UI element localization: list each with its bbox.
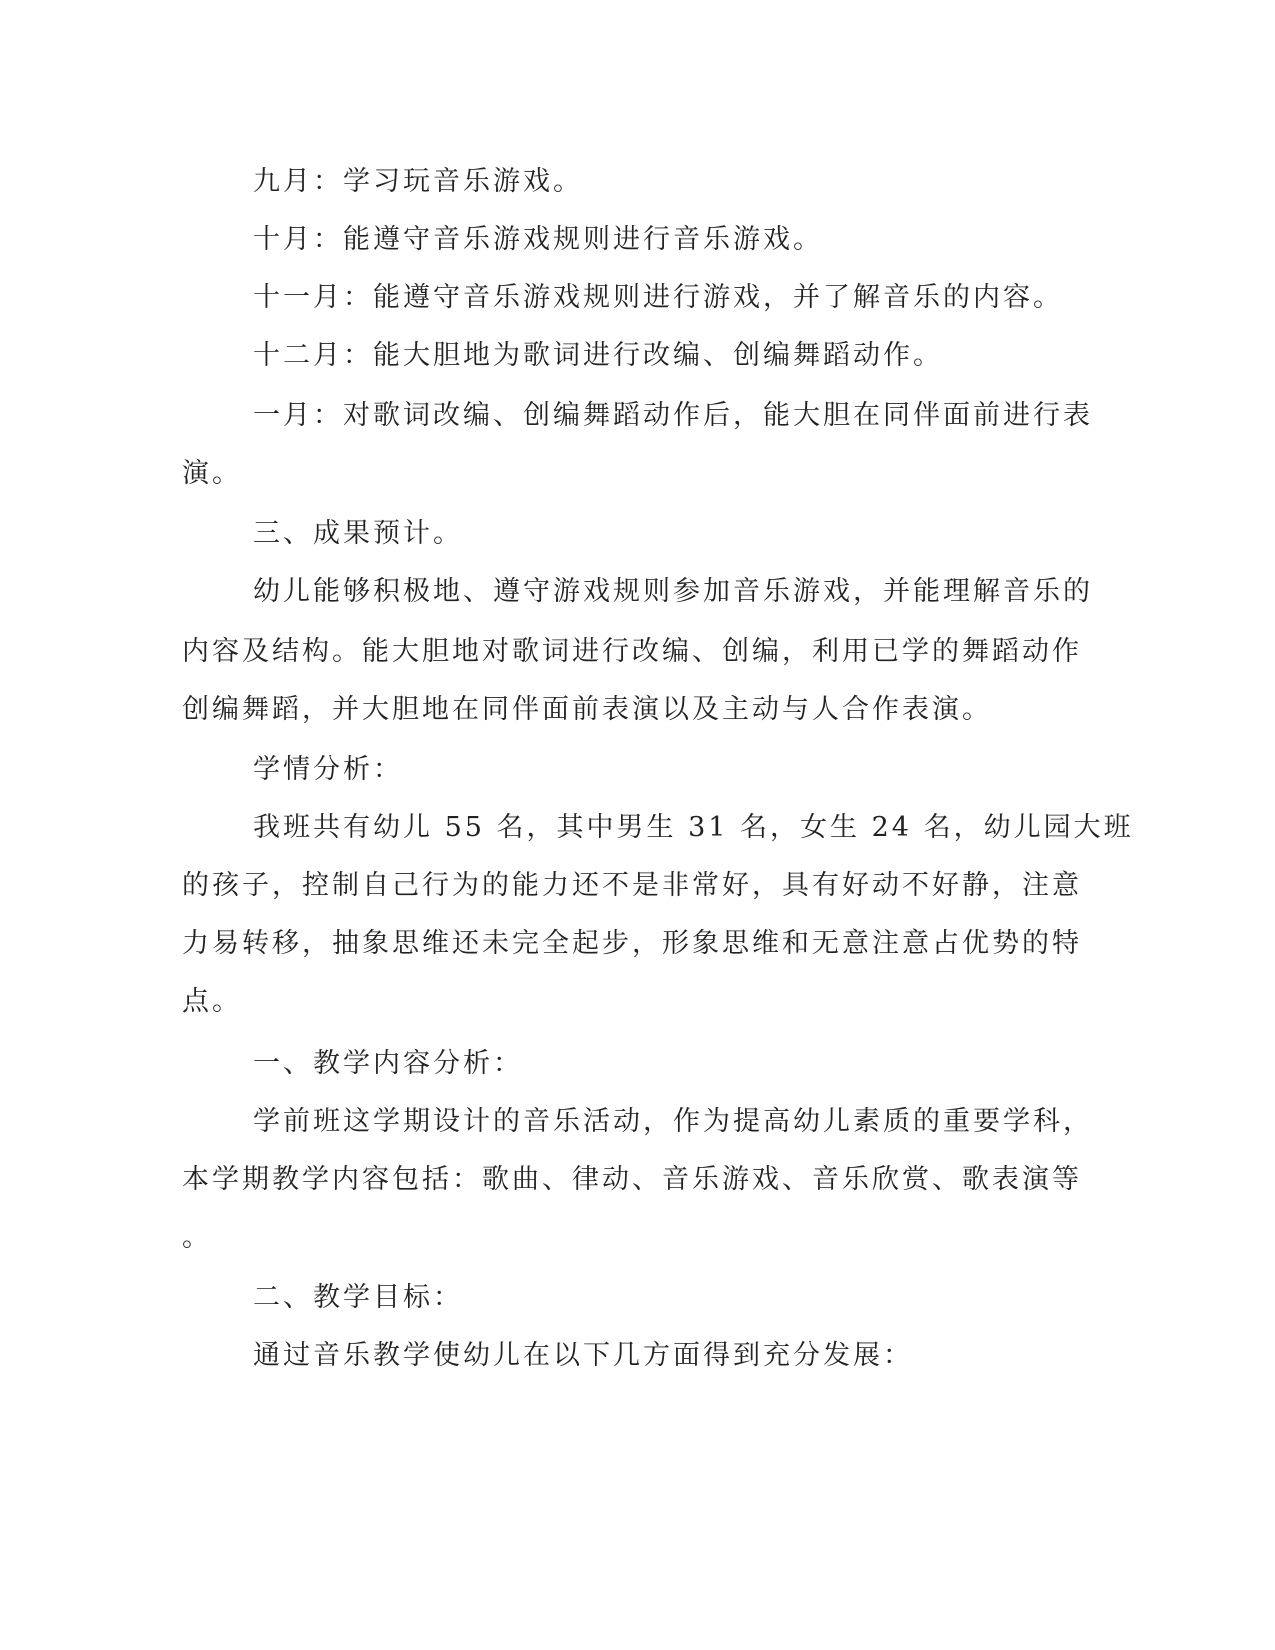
plan-december: 十二月：能大胆地为歌词进行改编、创编舞蹈动作。 xyxy=(253,340,943,371)
expected-results-text: 内容及结构。能大胆地对歌词进行改编、创编，利用已学的舞蹈动作 xyxy=(182,636,1082,667)
learner-analysis-text: 力易转移，抽象思维还未完全起步，形象思维和无意注意占优势的特 xyxy=(182,928,1082,959)
learner-analysis-text: 的孩子，控制自己行为的能力还不是非常好，具有好动不好静，注意 xyxy=(182,870,1082,901)
plan-november: 十一月：能遵守音乐游戏规则进行游戏，并了解音乐的内容。 xyxy=(253,282,1063,313)
section-heading-learner-analysis: 学情分析： xyxy=(253,754,403,785)
learner-analysis-text: 点。 xyxy=(182,986,242,1017)
plan-january: 一月：对歌词改编、创编舞蹈动作后，能大胆在同伴面前进行表 xyxy=(253,400,1093,431)
expected-results-text: 创编舞蹈，并大胆地在同伴面前表演以及主动与人合作表演。 xyxy=(182,694,992,725)
section-heading-teaching-goals: 二、教学目标： xyxy=(253,1282,463,1313)
plan-october: 十月：能遵守音乐游戏规则进行音乐游戏。 xyxy=(253,224,823,255)
content-analysis-text: 本学期教学内容包括：歌曲、律动、音乐游戏、音乐欣赏、歌表演等 xyxy=(182,1164,1082,1195)
plan-september: 九月：学习玩音乐游戏。 xyxy=(253,166,583,197)
plan-january-continued: 演。 xyxy=(182,458,242,489)
content-analysis-text: 学前班这学期设计的音乐活动，作为提高幼儿素质的重要学科， xyxy=(253,1106,1093,1137)
content-analysis-text: 。 xyxy=(182,1222,212,1253)
teaching-goals-text: 通过音乐教学使幼儿在以下几方面得到充分发展： xyxy=(253,1340,913,1371)
learner-analysis-text: 我班共有幼儿 55 名，其中男生 31 名，女生 24 名，幼儿园大班 xyxy=(253,812,1134,843)
section-heading-expected-results: 三、成果预计。 xyxy=(253,518,463,549)
expected-results-text: 幼儿能够积极地、遵守游戏规则参加音乐游戏，并能理解音乐的 xyxy=(253,576,1093,607)
section-heading-content-analysis: 一、教学内容分析： xyxy=(253,1048,523,1079)
